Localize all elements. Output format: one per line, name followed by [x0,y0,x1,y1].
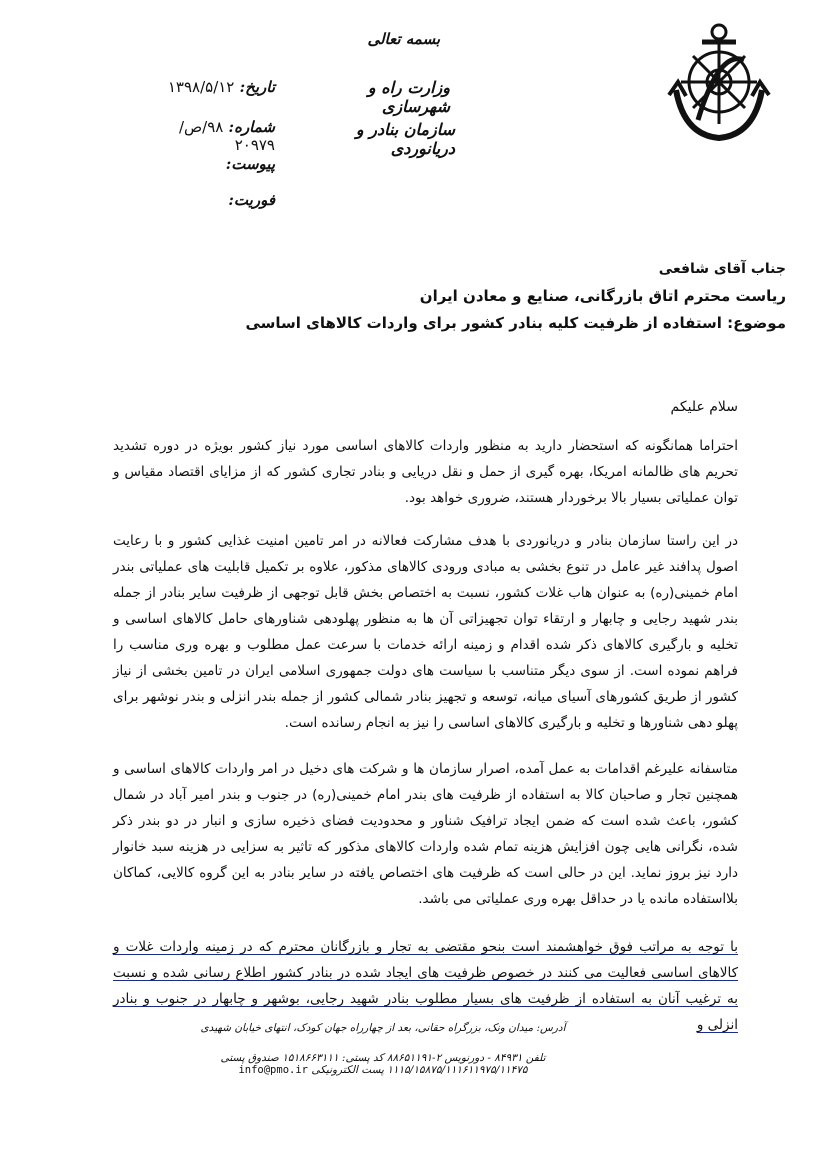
organization-name: سازمان بنادر و دریانوردی [355,120,455,158]
paragraph-2: در این راستا سازمان بنادر و دریانوردی با هدف مشارکت فعالانه در امر تامین امنیت غذایی کشور و با رعایت اصول پدافند غیر عامل در تنوع بخشی به مبادی ورودی کالاهای مذکور، علاوه بر تکمیل قابلیت های عملیاتی بندر امام خمینی(ره) به عنوان هاب غلات کشور، نسبت به اختصاص بخش قابل توجهی از ظرفیت سایر بنادر از جمله بندر شهید رجایی و چابهار و ارتقاء توان تجهیزاتی آن ها به منظور پهلودهی شناورهای حامل کالاهای اساسی و تخلیه و بارگیری کالاهای ذکر شده اقدام و زمینه ارائه خدمات با سرعت عمل مطلوب و بهره وری مناسب را فراهم نموده است. از سوی دیگر متناسب با سیاست های دولت جمهوری اسلامی ایران در تامین بخشی از نیاز کشور از طریق کشورهای آسیای میانه، توسعه و تجهیز بنادر شمالی کشور از جمله بندر انزلی و بندر نوشهر برای پهلو دهی شناورها و تخلیه و بارگیری کالاهای اساسی را نیز به انجام رسانده است. [113,533,738,731]
footer-contact [150,1052,616,1076]
recipient-position: ریاست محترم اتاق بازرگانی، صنایع و معادن ایران [419,287,786,305]
footer-address: آدرس: میدان ونک، بزرگراه حقانی، بعد از چهارراه جهان کودک، انتهای خیابان شهیدی [200,1022,566,1034]
letter-subject: موضوع: استفاده از ظرفیت کلیه بنادر کشور برای واردات کالاهای اساسی [245,314,786,332]
number-value: ۹۸/ص/۲۰۹۷۹ [178,118,275,154]
urgency-label: فوریت: [228,191,275,209]
greeting: سلام علیکم [670,399,738,415]
ministry-name: وزارت راه و شهرسازی [367,78,450,116]
bismillah: بسمه تعالی [367,30,440,48]
footer-email: info@pmo.ir [238,1064,308,1076]
date-row [140,78,275,96]
recipient-name: جناب آقای شافعی [658,261,786,277]
paragraph-1: احتراما همانگونه که استحضار دارید به منظور واردات کالاهای اساسی مورد نیاز کشور بویژه در دوره تشدید تحریم های ظالمانه امریکا، بهره گیری از حمل و نقل دریایی و بنادر تجاری کشور که از مزایای اقتصاد مقیاس و توان عملیاتی بسیار بالا برخوردار هستند، ضروری خواهد بود. [113,438,738,506]
recipient-block [40,256,786,337]
attachment-label: پیوست: [225,155,275,173]
number-label: شماره: [228,118,275,136]
paragraph-4: با توجه به مراتب فوق خواهشمند است بنحو مقتضی به تجار و بازرگانان محترم که در زمینه واردات غلات و کالاهای اساسی فعالیت می کنند در خصوص ظرفیت های ایجاد شده در بنادر کشور اطلاع رسانی شده و نسبت به ترغیب آنان به استفاده از ظرفیت های بسیار مطلوب بنادر شهید رجایی، بوشهر و چابهار در جنوب و بنادر انزلی و [113,939,738,1033]
date-label: تاریخ: [239,78,275,96]
number-row [140,118,275,154]
paragraph-3: متاسفانه علیرغم اقدامات به عمل آمده، اصرار سازمان ها و شرکت های دخیل در امر واردات کالاهای اساسی و همچنین تجار و صاحبان کالا به استفاده از ظرفیت های بندر امام خمینی(ره) در جنوب و بندر امیر آباد در شمال کشور، باعث شده است که ضمن ایجاد ترافیک شناور و محدودیت فضای ذخیره سازی و انبار در دو بندر ذکر شده، نگرانی هایی چون افزایش هزینه تمام شده واردات کالاهای مذکور که تاثیر به سزایی در هزینه سبد خانوار دارد نیز بروز نماید. این در حالی است که ظرفیت های اختصاص یافته در سایر بنادر به این گروه کالایی، کماکان بلااستفاده مانده یا در حداقل بهره وری عملیاتی می باشد. [113,761,738,907]
footer-phone-postal: تلفن ۸۴۹۳۱ - دورنویس ۲-۸۸۶۵۱۱۹۱ کد پستی: ۱۵۱۸۶۶۳۱۱۱ صندوق پستی ۱۱۱۵/۱۵۸۷۵/۱۱۱۶۱۱۹۷۵/۱۱۴۷۵ پست الکترونیکی [220,1052,546,1076]
ports-maritime-logo [664,20,774,150]
urgency-row [140,191,275,209]
attachment-row [140,155,275,173]
date-value: ۱۳۹۸/۵/۱۲ [167,78,235,96]
